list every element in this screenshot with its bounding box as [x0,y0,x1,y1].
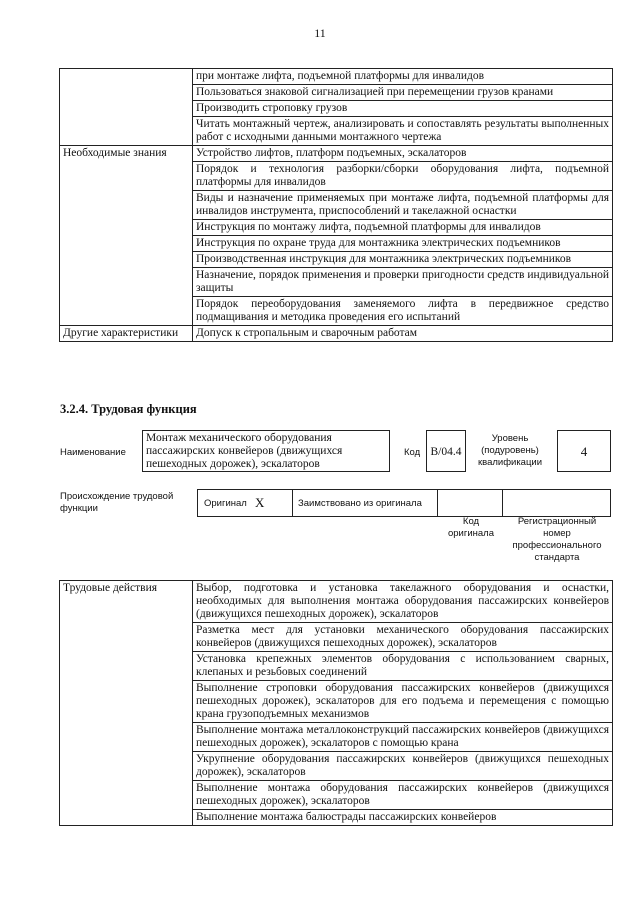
row-value: Порядок и технология разборки/сборки оборудования лифта, подъемной платформы для инвалидов [193,162,613,191]
code-label: Код [404,447,421,458]
row-value: Выбор, подготовка и установка такелажного оборудования и оснастки, необходимых для выполнения монтажа оборудования пассажирских конвейеров (движущихся пешеходных дорожек), эскалаторов [193,581,613,623]
row-label-actions: Трудовые действия [60,581,193,826]
row-value: Выполнение строповки оборудования пассажирских конвейеров (движущихся пешеходных дорожек), эскалаторов для его подъема и перемещения с помощью крана грузоподъемных механизмов [193,681,613,723]
row-value: Выполнение монтажа металлоконструкций пассажирских конвейеров (движущихся пешеходных дорожек), эскалаторов с помощью крана [193,723,613,752]
level-label: Уровень (подуровень) квалификации [477,433,543,468]
row-value: Инструкция по монтажу лифта, подъемной платформы для инвалидов [193,220,613,236]
row-value: Пользоваться знаковой сигнализацией при перемещении грузов кранами [193,85,613,101]
row-value: Установка крепежных элементов оборудования с использованием сварных, клепаных и резьбовых соединений [193,652,613,681]
table-row [60,69,613,85]
level-value: 4 [557,430,611,472]
row-value: Выполнение монтажа балюстрады пассажирских конвейеров [193,810,613,826]
section-title: 3.2.4. Трудовая функция [60,402,197,416]
labor-actions-table [59,580,613,826]
code-original-caption: Код оригинала [447,516,494,539]
borrowed-cell [292,489,438,517]
row-value: Укрупнение оборудования пассажирских конвейеров (движущихся пешеходных дорожек), эскалаторов [193,752,613,781]
borrowed-label: Заимствовано из оригинала [298,498,422,509]
table-row [60,581,613,623]
code-original-cell [437,489,503,517]
original-cell [197,489,293,517]
row-label-knowledge: Необходимые знания [60,146,193,326]
code-value: В/04.4 [426,430,466,472]
name-label: Наименование [60,447,126,458]
row-value: Читать монтажный чертеж, анализировать и сопоставлять результаты выполненных работ с исходными данными монтажного чертежа [193,117,613,146]
table-row [60,146,613,162]
row-label [60,69,193,146]
page-number: 11 [314,26,326,40]
reg-number-caption: Регистрационный номер профессионального стандарта [512,516,602,563]
row-value: Устройство лифтов, платформ подъемных, эскалаторов [193,146,613,162]
original-mark: X [255,495,265,510]
reg-number-cell [502,489,611,517]
row-value: Назначение, порядок применения и проверки пригодности средств индивидуальной защиты [193,268,613,297]
row-value: Разметка мест для установки механического оборудования пассажирских конвейеров (движущихся пешеходных дорожек), эскалаторов [193,623,613,652]
row-value: Допуск к стропальным и сварочным работам [193,326,613,342]
knowledge-table [59,68,613,342]
origin-label: Происхождение трудовой функции [60,491,174,514]
row-value: Производственная инструкция для монтажника электрических подъемников [193,252,613,268]
row-label-other: Другие характеристики [60,326,193,342]
row-value: Выполнение монтажа оборудования пассажирских конвейеров (движущихся пешеходных дорожек), эскалаторов [193,781,613,810]
row-value: при монтаже лифта, подъемной платформы для инвалидов [193,69,613,85]
row-value: Порядок переоборудования заменяемого лифта в передвижное средство подмащивания и методика проведения его испытаний [193,297,613,326]
name-value: Монтаж механического оборудования пассажирских конвейеров (движущихся пешеходных дорожек), эскалаторов [142,430,390,472]
row-value: Виды и назначение применяемых при монтаже лифта, подъемной платформы для инвалидов инструмента, приспособлений и такелажной оснастки [193,191,613,220]
table-row [60,326,613,342]
row-value: Производить строповку грузов [193,101,613,117]
original-label: Оригинал [204,498,247,509]
row-value: Инструкция по охране труда для монтажника электрических подъемников [193,236,613,252]
